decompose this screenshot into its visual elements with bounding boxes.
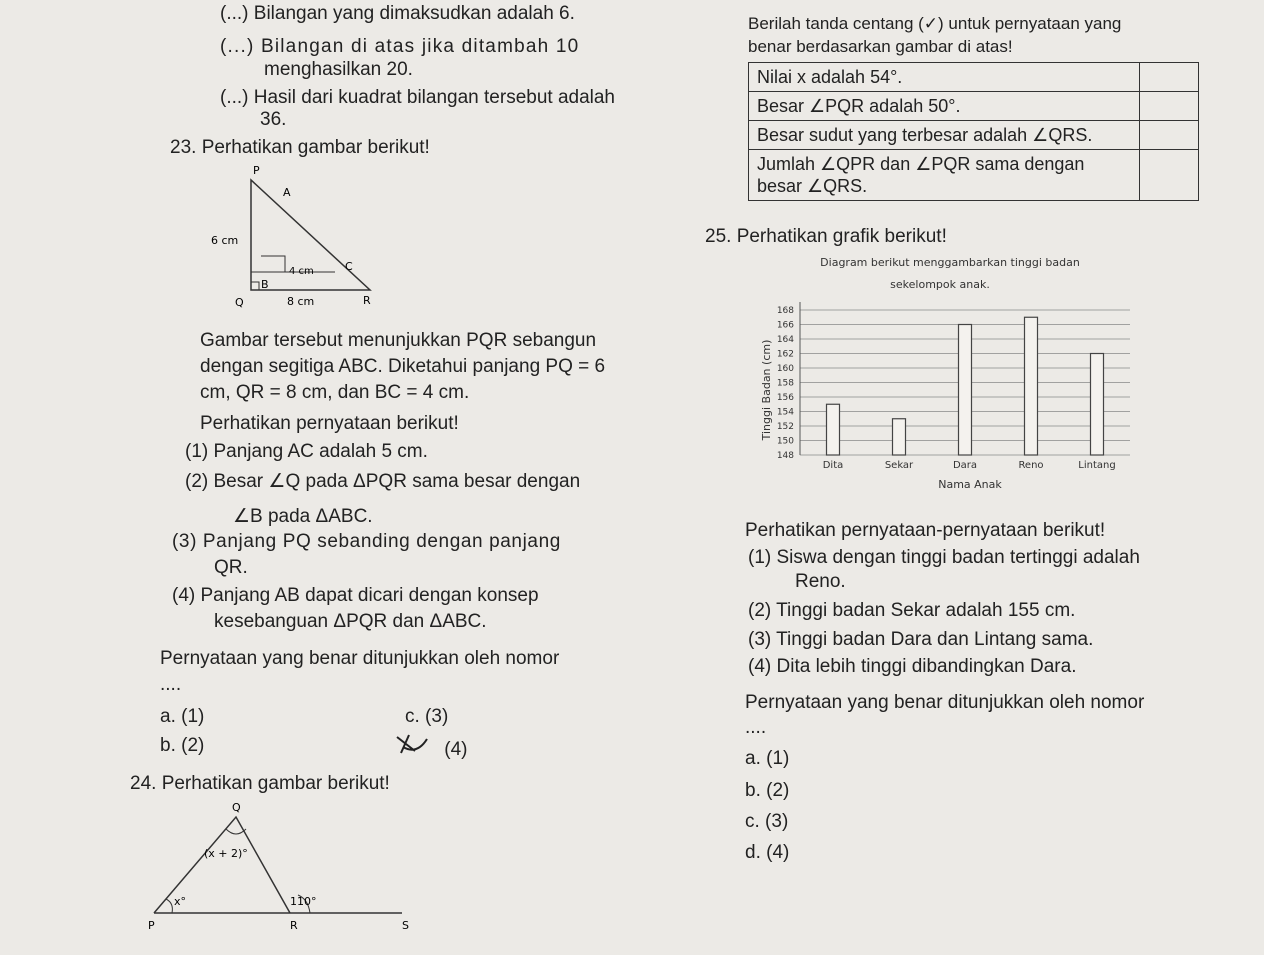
table-row xyxy=(749,63,1199,92)
q25-dots: .... xyxy=(745,717,767,738)
bar-dita xyxy=(827,404,840,455)
row-statement: Nilai x adalah 54°. xyxy=(749,63,1140,92)
q23-statement-4-cont: kesebanguan ΔPQR dan ΔABC. xyxy=(214,611,487,632)
label-left-angle: x° xyxy=(174,895,187,908)
q23-p3: cm, QR = 8 cm, dan BC = 4 cm. xyxy=(200,382,470,403)
label-Q: Q xyxy=(232,801,241,814)
label-P: P xyxy=(253,164,260,177)
q25-statement-1-cont: Reno. xyxy=(795,571,846,592)
label-ext-angle: 110° xyxy=(290,895,317,908)
q23-option-b[interactable]: b. (2) xyxy=(160,735,205,756)
y-tick-label: 162 xyxy=(776,349,794,360)
cross-mark-icon xyxy=(405,735,439,755)
label-R: R xyxy=(290,919,298,932)
x-tick-label: Dara xyxy=(952,460,978,471)
label-B: B xyxy=(261,278,269,291)
y-tick-label: 168 xyxy=(776,306,794,316)
q25-statements-intro: Perhatikan pernyataan-pernyataan berikut! xyxy=(745,520,1106,541)
label-bc: 4 cm xyxy=(289,266,314,277)
label-S: S xyxy=(402,919,409,932)
q23-p4: Perhatikan pernyataan berikut! xyxy=(200,413,459,434)
y-tick-label: 166 xyxy=(776,320,794,331)
bar-dara xyxy=(959,325,972,456)
chart-title-line-1: Diagram berikut menggambarkan tinggi badan xyxy=(820,256,1080,269)
label-qr: 8 cm xyxy=(287,295,315,308)
q23-option-c[interactable]: c. (3) xyxy=(405,706,449,727)
y-tick-label: 156 xyxy=(776,393,794,403)
bar-reno xyxy=(1025,317,1038,455)
label-C: C xyxy=(345,260,353,273)
row-statement xyxy=(749,150,1140,201)
bar-lintang xyxy=(1091,354,1104,456)
q23-option-d-label: (4) xyxy=(444,739,468,760)
row-statement-line-1: Jumlah ∠QPR dan ∠PQR sama dengan xyxy=(757,154,1085,174)
statement-kuadrat-cont: 36. xyxy=(260,109,287,130)
statement-ditambah-10-cont: menghasilkan 20. xyxy=(264,59,413,80)
table-row xyxy=(749,121,1199,150)
q23-triangle-figure xyxy=(195,160,395,310)
q23-p2: dengan segitiga ABC. Diketahui panjang PQ = 6 xyxy=(200,356,606,377)
x-tick-label: Sekar xyxy=(884,460,914,471)
y-tick-label: 154 xyxy=(776,407,794,418)
q23-option-a[interactable]: a. (1) xyxy=(160,706,205,727)
q24-title: 24. Perhatikan gambar berikut! xyxy=(130,773,390,794)
q23-statement-1: (1) Panjang AC adalah 5 cm. xyxy=(185,441,428,462)
y-tick-label: 158 xyxy=(776,378,794,389)
statement-kuadrat: (...) Hasil dari kuadrat bilangan tersebut adalah xyxy=(220,87,616,108)
label-top-angle: (x + 2)° xyxy=(204,847,248,860)
statement-ditambah-10: (...) Bilangan di atas jika ditambah 10 xyxy=(220,36,580,57)
bar-sekar xyxy=(893,419,906,455)
q25-option-c[interactable]: c. (3) xyxy=(745,811,789,832)
q23-statement-3-cont: QR. xyxy=(214,557,248,578)
x-tick-label: Reno xyxy=(1018,460,1044,471)
y-tick-label: 160 xyxy=(776,364,794,374)
instruction-line-1: Berilah tanda centang (✓) untuk pernyataan yang xyxy=(748,14,1122,33)
instruction-line-2: benar berdasarkan gambar di atas! xyxy=(748,37,1013,56)
y-tick-label: 164 xyxy=(776,335,794,345)
row-statement-line-2: besar ∠QRS. xyxy=(757,176,868,196)
q23-statement-4: (4) Panjang AB dapat dicari dengan konsep xyxy=(172,585,539,606)
q23-dots: .... xyxy=(160,674,182,695)
chart-ylabel: Tinggi Badan (cm) xyxy=(760,339,773,441)
y-tick-label: 152 xyxy=(776,422,794,432)
checkbox-cell[interactable] xyxy=(1140,63,1199,92)
label-Q: Q xyxy=(235,296,244,309)
q25-option-b[interactable]: b. (2) xyxy=(745,780,790,801)
q23-statement-3: (3) Panjang PQ sebanding dengan panjang xyxy=(172,531,561,552)
q23-option-d[interactable] xyxy=(405,735,468,761)
table-row xyxy=(749,92,1199,121)
q25-statement-2: (2) Tinggi badan Sekar adalah 155 cm. xyxy=(748,600,1076,621)
q23-question: Pernyataan yang benar ditunjukkan oleh nomor xyxy=(160,648,560,669)
q25-question: Pernyataan yang benar ditunjukkan oleh nomor xyxy=(745,692,1145,713)
chart-title-line-2: sekelompok anak. xyxy=(890,278,990,291)
q25-statement-4: (4) Dita lebih tinggi dibandingkan Dara. xyxy=(748,656,1077,677)
chart-xlabel: Nama Anak xyxy=(938,478,1002,491)
q23-statement-2-cont: ∠B pada ΔABC. xyxy=(233,506,373,527)
q25-option-a[interactable]: a. (1) xyxy=(745,748,790,769)
label-P: P xyxy=(148,919,155,932)
checkbox-cell[interactable] xyxy=(1140,121,1199,150)
row-statement: Besar ∠PQR adalah 50°. xyxy=(749,92,1140,121)
statement-bilangan-6: (...) Bilangan yang dimaksudkan adalah 6. xyxy=(220,3,575,24)
checklist-table xyxy=(748,62,1199,201)
table-row xyxy=(749,150,1199,201)
q25-title: 25. Perhatikan grafik berikut! xyxy=(705,226,947,247)
q25-statement-3: (3) Tinggi badan Dara dan Lintang sama. xyxy=(748,629,1094,650)
label-A: A xyxy=(283,186,291,199)
height-bar-chart xyxy=(740,250,1140,495)
q24-triangle-figure xyxy=(140,795,420,940)
row-statement: Besar sudut yang terbesar adalah ∠QRS. xyxy=(749,121,1140,150)
checkbox-cell[interactable] xyxy=(1140,150,1199,201)
q25-statement-1: (1) Siswa dengan tinggi badan tertinggi adalah xyxy=(748,547,1140,568)
q25-option-d[interactable]: d. (4) xyxy=(745,842,790,863)
x-tick-label: Lintang xyxy=(1078,460,1116,471)
checkbox-cell[interactable] xyxy=(1140,92,1199,121)
y-tick-label: 150 xyxy=(776,436,794,447)
q23-p1: Gambar tersebut menunjukkan PQR sebangun xyxy=(200,330,597,351)
label-R: R xyxy=(363,294,371,307)
y-tick-label: 148 xyxy=(776,451,794,461)
q23-statement-2: (2) Besar ∠Q pada ΔPQR sama besar dengan xyxy=(185,471,581,492)
q23-title: 23. Perhatikan gambar berikut! xyxy=(170,137,430,158)
label-pq: 6 cm xyxy=(211,234,239,247)
x-tick-label: Dita xyxy=(822,460,844,471)
